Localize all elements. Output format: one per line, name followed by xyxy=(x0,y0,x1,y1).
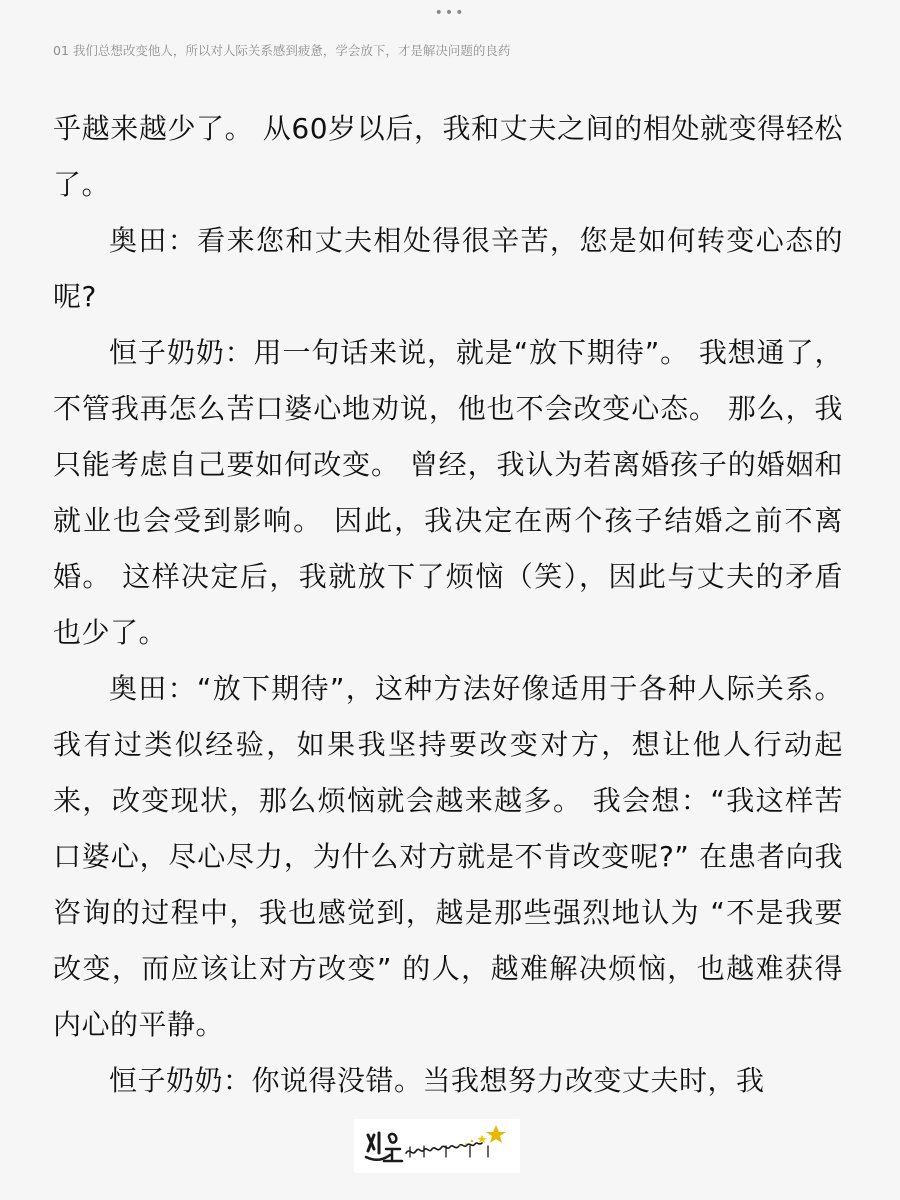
reading-content xyxy=(53,101,843,1109)
paragraph-grandma-reply: 恒子奶奶：你说得没错。当我想努力改变丈夫时，我 xyxy=(109,1064,765,1097)
window-handle-dots[interactable]: ••• xyxy=(434,5,466,21)
paragraph-okuda-question: 奥田：看来您和丈夫相处得很辛苦，您是如何转变心态的呢? xyxy=(53,224,843,313)
watermark-logo xyxy=(354,1119,520,1173)
watermark-signature-icon xyxy=(354,1119,520,1173)
paragraph-grandma-answer: 恒子奶奶：用一句话来说，就是“放下期待”。 我想通了，不管我再怎么苦口婆心地劝说，他也不会改变心态。 那么，我只能考虑自己要如何改变。 曾经，我认为若离婚孩子的婚姻和就业也会受到影响。 因此，我决定在两个孩子结婚之前不离婚。 这样决定后，我就放下了烦恼（笑），因此与丈夫的矛盾也少了。 xyxy=(53,336,843,649)
chapter-header: 01 我们总想改变他人，所以对人际关系感到疲惫，学会放下，才是解决问题的良药 xyxy=(53,43,511,58)
paragraph-okuda-reflection: 奥田：“放下期待”，这种方法好像适用于各种人际关系。 我有过类似经验，如果我坚持要改变对方，想让他人行动起来，改变现状，那么烦恼就会越来越多。 我会想：“我这样苦口婆心，尽心尽力，为什么对方就是不肯改变呢?” 在患者向我咨询的过程中，我也感觉到，越是那些强烈地认为 “不是我要改变，而应该让对方改变” 的人，越难解决烦恼，也越难获得内心的平静。 xyxy=(53,672,843,1041)
paragraph-continuation: 乎越来越少了。 从60岁以后，我和丈夫之间的相处就变得轻松了。 xyxy=(53,112,843,201)
